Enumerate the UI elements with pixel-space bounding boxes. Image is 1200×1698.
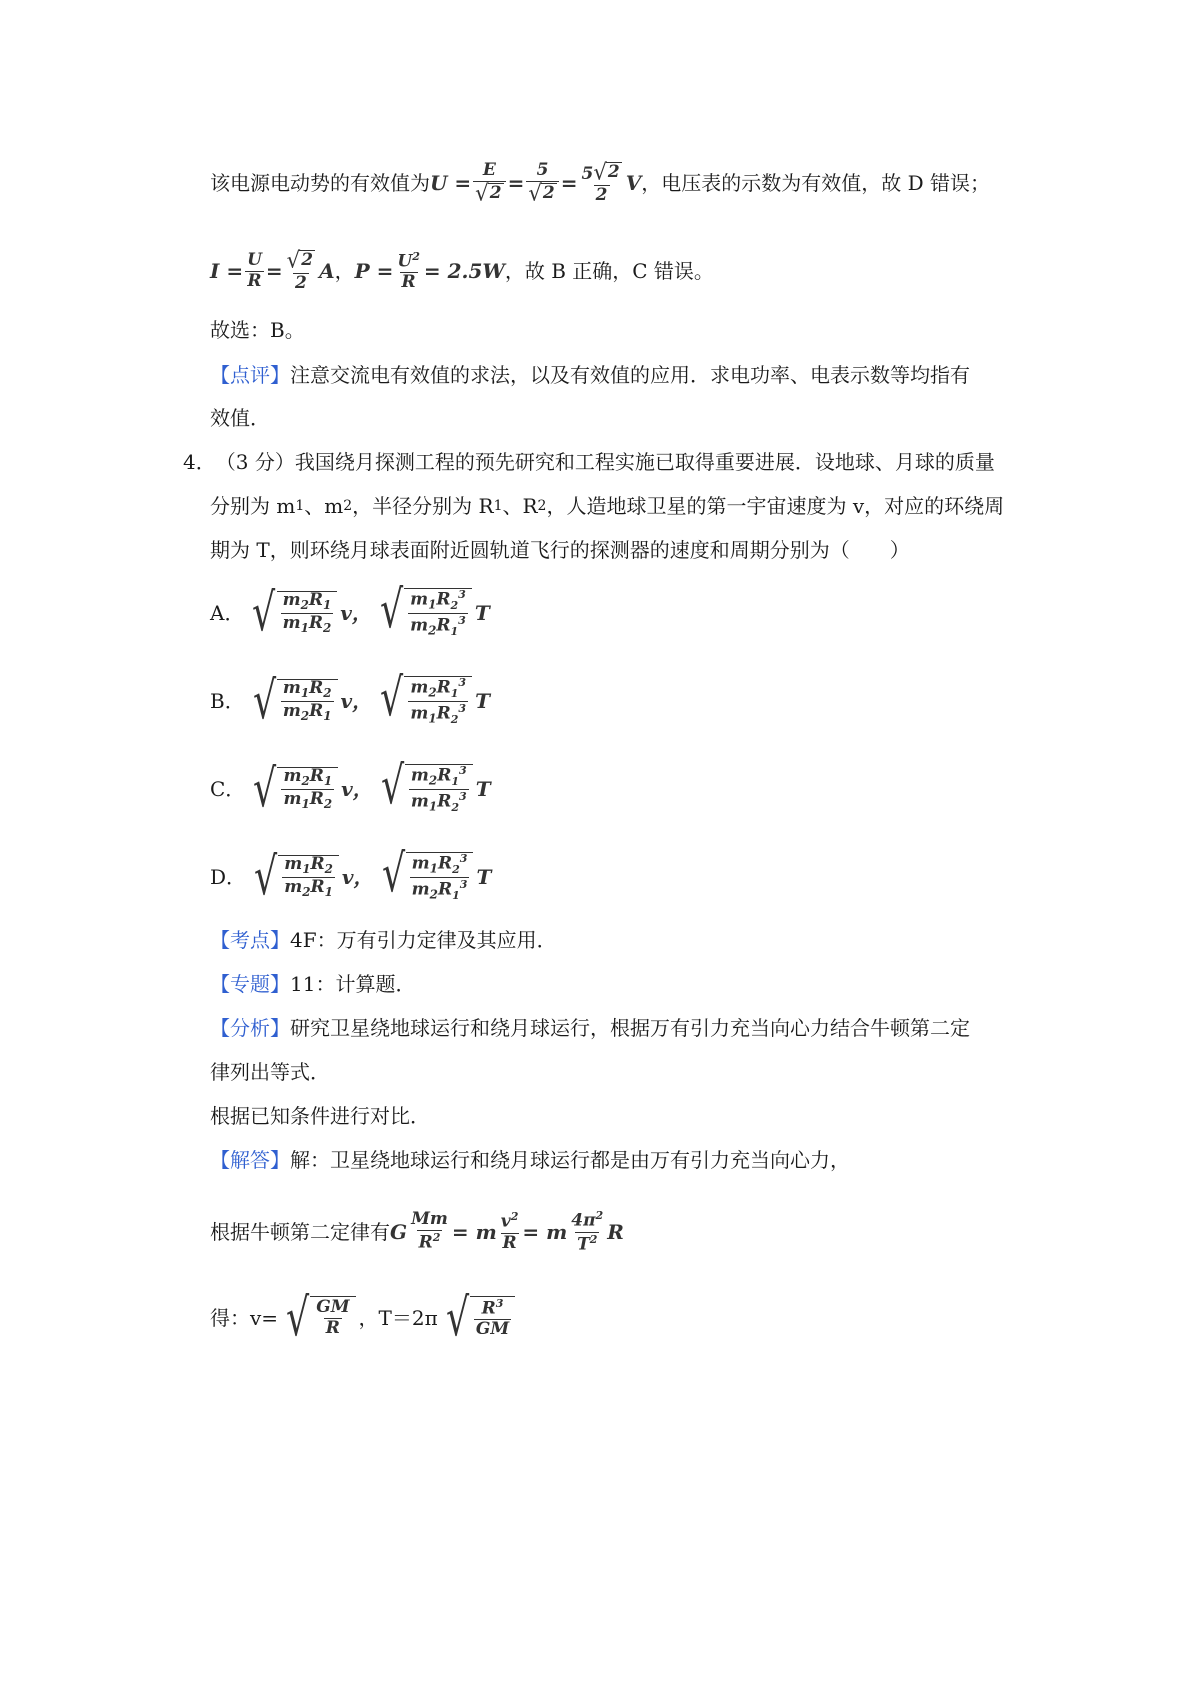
- zhuanti-line: [210, 974, 415, 994]
- current-power-line: [210, 247, 714, 293]
- option-a-formula: √ $\frac{m_2R_1}{m_1R_2}$ v， √ $\frac{m_1R_2^3}{m_2R_1^3}$ T: [252, 580, 490, 643]
- answer-text: 故选：B。: [210, 318, 305, 342]
- question-line-1: [183, 452, 995, 472]
- q-sub-1a: 1: [295, 498, 305, 514]
- option-b[interactable]: [210, 668, 490, 731]
- line1-prefix: 该电源电动势的有效值为: [210, 171, 430, 196]
- fenxi-text-2: 律列出等式．: [210, 1060, 330, 1084]
- line2-suffix: ，故 B 正确，C 错误。: [504, 259, 714, 284]
- comment-tag: 【点评】: [210, 363, 290, 387]
- option-d-formula: √ $\frac{m_1R_2}{m_2R_1}$ v， √ $\frac{m_1R_2^3}{m_2R_1^3}$ T: [254, 844, 492, 907]
- fenxi-tag: 【分析】: [210, 1016, 290, 1040]
- jieda-text-3a: 得：v=: [210, 1306, 279, 1330]
- comment-text-1: 注意交流电有效值的求法，以及有效值的应用．求电功率、电表示数等均指有: [290, 363, 970, 387]
- effective-emf-line: [210, 159, 990, 207]
- formula-current: I = $\frac{U}{R}$ = √ 2 2 A: [210, 247, 335, 293]
- jieda-text-3b: ，T＝2π: [358, 1306, 438, 1330]
- zhuanti-tag: 【专题】: [210, 972, 290, 996]
- question-line-2: [210, 496, 1004, 516]
- jieda-line-1: [210, 1150, 850, 1170]
- fenxi-line-3: [210, 1106, 430, 1126]
- q-sub-1b: 1: [493, 498, 503, 514]
- kaodian-text: 4F：万有引力定律及其应用．: [290, 928, 557, 952]
- line1-suffix: ，电压表的示数为有效值，故 D 错误；: [641, 171, 990, 196]
- option-c[interactable]: [210, 756, 491, 819]
- option-d[interactable]: [210, 844, 492, 907]
- option-a-label: A．: [210, 600, 245, 625]
- question-line-3: [210, 540, 910, 560]
- fenxi-line-1: [210, 1018, 970, 1038]
- q-sub-2b: 2: [537, 498, 547, 514]
- jieda-tag: 【解答】: [210, 1148, 290, 1172]
- q-l2-b: 、m: [304, 494, 344, 518]
- kaodian-line: [210, 930, 557, 950]
- q-l2-c: ，半径分别为 R: [352, 494, 494, 518]
- line2-mid: ，: [334, 259, 355, 284]
- formula-power: P = $\frac{U^2}{R}$ = 2.5W: [354, 249, 505, 293]
- option-b-label: B．: [210, 688, 245, 713]
- formula-newton-gravity: G $\frac{Mm}{R^2}$ = m $\frac{v^2}{R}$ = m $\frac{4\pi^2}{T^2}$ R: [390, 1209, 624, 1255]
- question-text-1: （3 分）我国绕月探测工程的预先研究和工程实施已取得重要进展．设地球、月球的质量: [215, 450, 995, 474]
- q-l2-a: 分别为 m: [210, 494, 296, 518]
- question-number: 4．: [183, 450, 216, 474]
- zhuanti-text: 11：计算题．: [290, 972, 416, 996]
- answer-choice-line: [210, 320, 305, 340]
- option-c-label: C．: [210, 776, 246, 801]
- option-b-formula: √ $\frac{m_1R_2}{m_2R_1}$ v， √ $\frac{m_2R_1^3}{m_1R_2^3}$ T: [252, 668, 490, 731]
- option-d-label: D．: [210, 864, 247, 889]
- jieda-text-2: 根据牛顿第二定律有: [210, 1220, 390, 1244]
- q-l2-e: ，人造地球卫星的第一宇宙速度为 v，对应的环绕周: [546, 494, 1005, 518]
- q-l2-d: 、R: [502, 494, 538, 518]
- jieda-line-3: [210, 1288, 518, 1348]
- comment-text-2: 效值．: [210, 406, 270, 430]
- fenxi-text-1: 研究卫星绕地球运行和绕月球运行，根据万有引力充当向心力结合牛顿第二定: [290, 1016, 970, 1040]
- comment-line-2: [210, 408, 270, 428]
- formula-effective-voltage: U = E √ 2 = 5 √ 2 = 5 √ 2 2 V: [430, 159, 642, 207]
- option-c-formula: √ $\frac{m_2R_1}{m_1R_2}$ v， √ $\frac{m_2R_1^3}{m_1R_2^3}$ T: [253, 756, 491, 819]
- jieda-line-2: [210, 1210, 624, 1254]
- option-a[interactable]: [210, 580, 490, 643]
- formula-period: √ $\frac{R^3}{GM}$: [438, 1296, 518, 1340]
- question-text-3: 期为 T，则环绕月球表面附近圆轨道飞行的探测器的速度和周期分别为（ ）: [210, 538, 910, 562]
- q-sub-2a: 2: [343, 498, 353, 514]
- kaodian-tag: 【考点】: [210, 928, 290, 952]
- formula-velocity: √ $\frac{GM}{R}$: [278, 1296, 358, 1340]
- jieda-text-1: 解：卫星绕地球运行和绕月球运行都是由万有引力充当向心力，: [290, 1148, 850, 1172]
- fenxi-line-2: [210, 1062, 330, 1082]
- fenxi-text-3: 根据已知条件进行对比．: [210, 1104, 430, 1128]
- comment-line-1: [210, 365, 970, 385]
